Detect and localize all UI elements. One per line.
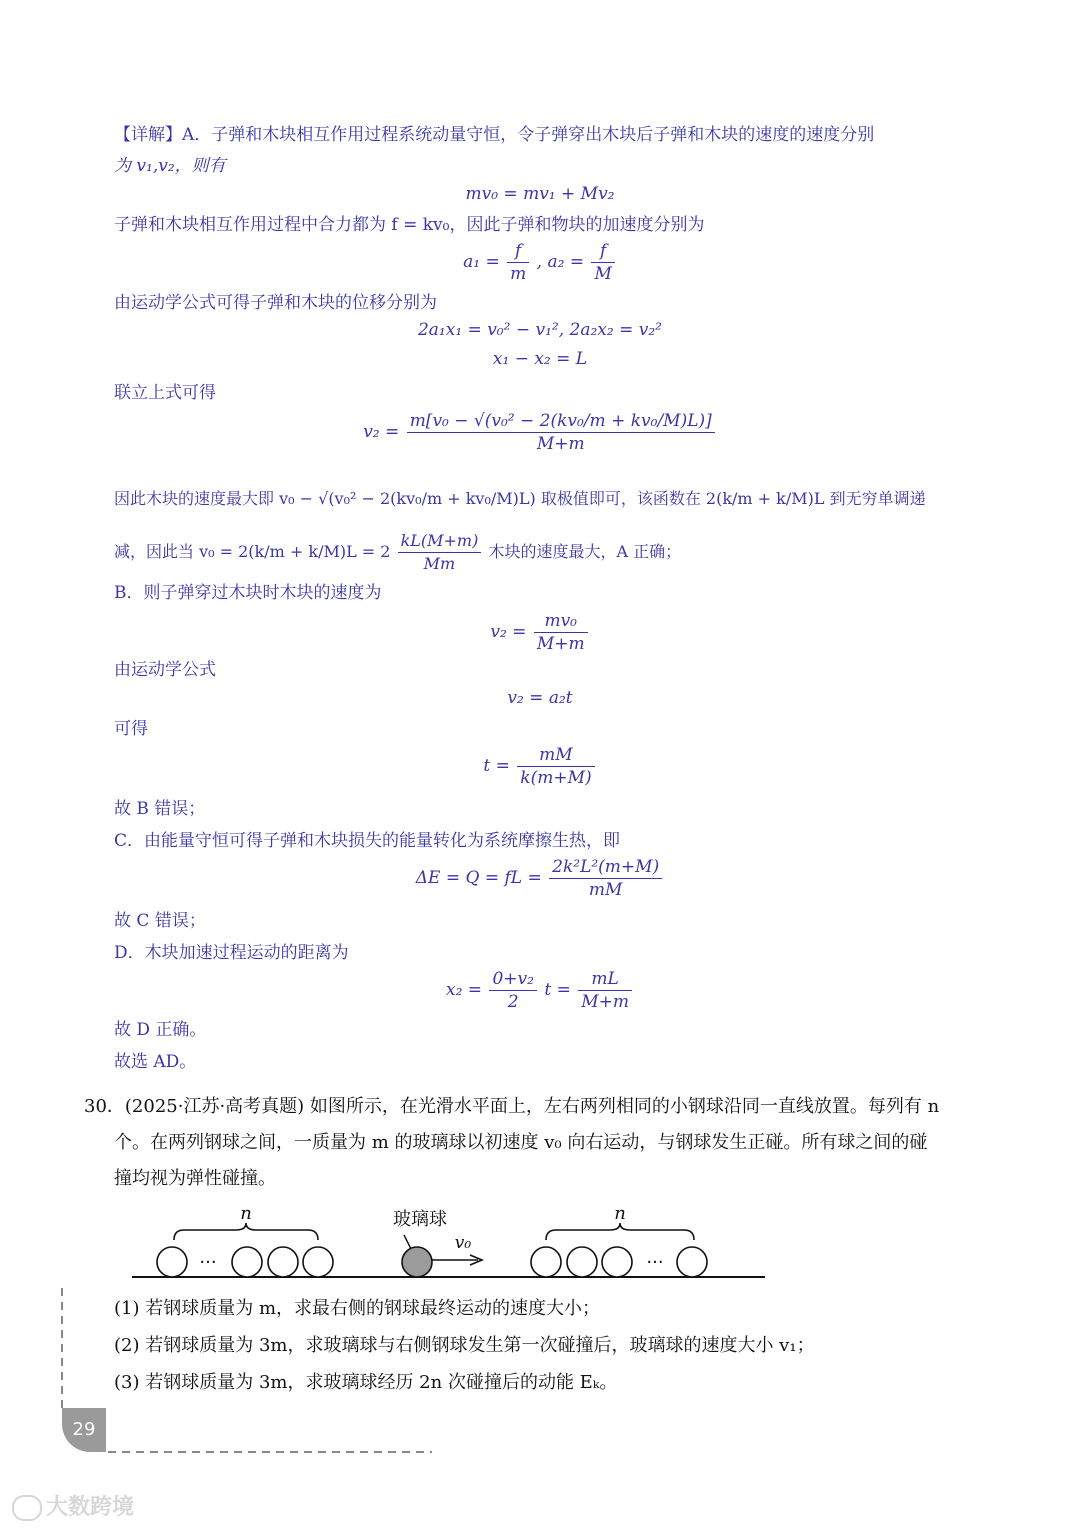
problem-line-3: 撞均视为弹性碰撞。 xyxy=(114,1168,276,1189)
question-3: (3) 若钢球质量为 3m，求玻璃球经历 2n 次碰撞后的动能 Eₖ。 xyxy=(114,1372,618,1393)
eq-t: t = $\frac{mM}{k(m+M)}$ xyxy=(0,744,1080,789)
eq-b: v₂ = $\frac{\text{mv₀}}{M+m}$ xyxy=(0,610,1080,655)
velocity-label: v₀ xyxy=(454,1233,472,1253)
question-1: (1) 若钢球质量为 m，求最右侧的钢球最终运动的速度大小； xyxy=(114,1298,601,1319)
eq-acceleration: a₁ = $\frac{f}{m}$ , a₂ = $\frac{f}{M}$ xyxy=(0,240,1080,285)
c-text: C．由能量守恒可得子弹和木块损失的能量转化为系统摩擦生热，即 xyxy=(114,831,621,851)
question-2: (2) 若钢球质量为 3m，求玻璃球与右侧钢球发生第一次碰撞后，玻璃球的速度大小 v₁； xyxy=(114,1335,815,1356)
eq-d: x₂ = $\frac{\text{0+v₂}}{2}$ t = $\frac{mL}{M+m}$ xyxy=(0,968,1080,1013)
problem-line-2: 个。在两列钢球之间，一质量为 m 的玻璃球以初速度 v₀ 向右运动，与钢球发生正碰。所有球之间的碰 xyxy=(114,1132,928,1153)
problem-line-1: 30．(2025·江苏·高考真题) 如图所示，在光滑水平面上，左右两列相同的小钢球沿同一直线放置。每列有 n xyxy=(84,1096,940,1117)
answer: 故选 AD。 xyxy=(114,1052,197,1072)
left-dots: ··· xyxy=(199,1252,217,1273)
d-text: D．木块加速过程运动的距离为 xyxy=(114,943,349,963)
max-text-1: 因此木块的速度最大即 v₀ − √(v₀² − 2(kv₀/m + kv₀/M)L) 取极值即可，该函数在 2(k/m + k/M)L 到无穷单调递 xyxy=(114,489,926,508)
eq-c: ΔE = Q = fL = $\frac{\text{2k²L²(m+M)}}{mM}$ xyxy=(0,856,1080,901)
glass-ball-label: 玻璃球 xyxy=(393,1209,447,1230)
combine-text: 联立上式可得 xyxy=(114,383,216,403)
eq-displacement-1: 2a₁x₁ = v₀² − v₁², 2a₂x₂ = v₂² xyxy=(417,320,662,340)
eq-displacement-2: x₁ − x₂ = L xyxy=(492,349,588,369)
watermark: 大数跨境 xyxy=(12,1490,134,1521)
force-text: 子弹和木块相互作用过程中合力都为 f = kv₀，因此子弹和物块的加速度分别为 xyxy=(114,215,705,235)
left-n-label: n xyxy=(240,1203,252,1224)
page-number: 29 xyxy=(62,1408,106,1452)
right-n-label: n xyxy=(614,1203,626,1224)
solution-heading: 【详解】 xyxy=(114,125,182,145)
watermark-logo-icon xyxy=(12,1495,42,1521)
eq-momentum: mv₀ = mv₁ + Mv₂ xyxy=(465,184,615,204)
eq-b2: v₂ = a₂t xyxy=(507,688,573,708)
kinematics-text: 由运动学公式可得子弹和木块的位移分别为 xyxy=(114,293,437,313)
b-text: B．则子弹穿过木块时木块的速度为 xyxy=(114,583,382,603)
eq-v2: v₂ = $\frac{\text{m[v₀ − √(v₀² − 2(kv₀/m + kv₀/M)L)]}}{M+m}$ xyxy=(0,410,1080,455)
right-dots: ··· xyxy=(646,1252,664,1273)
